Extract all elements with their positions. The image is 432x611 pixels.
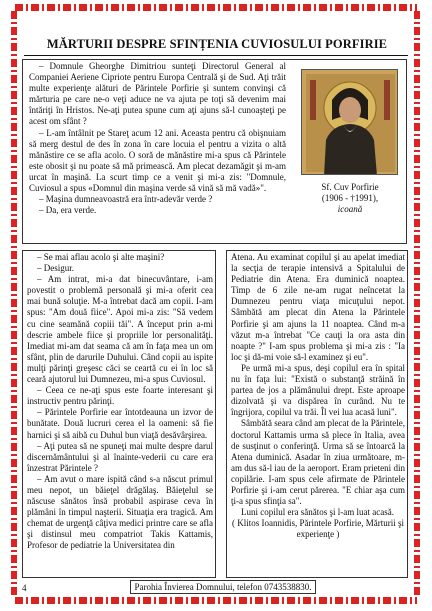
right-column-text: [231, 252, 405, 540]
paragraph: Luni copilul era sănătos şi l-am luat acasă.: [241, 507, 394, 518]
page-number: 4: [22, 583, 27, 593]
saint-icon-image: [301, 69, 398, 175]
paragraph: Atena. Au examinat copilul şi au apelat imediat la secţia de terapie intensivă a Spitalului de Pediatrie din Atena. Era duminică noaptea. Timp de 6 zile ne-am rugat neîncetat la Dumnezeu pentru viaţa micuţului nepot. Sâmbătă am plecat din Atena la Părintele Porfirie şi am ajuns la 11 noaptea. Când m-a văzut m-a întrebat "Ce cauţi la ora asta din noapte ?" I-am spus problema şi mi-a zis : "Ia loc şi dă-mi voie să-l examinez şi eu".: [231, 252, 405, 362]
caption-name: Sf. Cuv Porfirie: [321, 182, 379, 192]
paragraph: – Ceea ce ne-aţi spus este foarte interesant şi instructiv pentru părinţi.: [27, 385, 213, 407]
paragraph: – Am intrat, mi-a dat binecuvântare, i-am povestit o problemă personală şi mi-a oferit cea mai bună soluţie. M-a întrebat dacă am copii. I-am spus: "Am două fiice". Apoi mi-a zis: "Să vedem cu cine seamănă copiii tăi". A început prin a-mi descrie ambele fiice şi propriile lor personalităţi. Imediat mi-am dat seama că am în faţa mea un om sfânt, plin de darurile Duhului. Când copii au ispite mulţi părinţi greşesc căci se ceartă cu ei în loc să ceară ajutorul lui Dumnezeu, mi-a spus Cuviosul.: [27, 274, 213, 385]
paragraph: – Aţi putea să ne spuneţi mai multe despre darul discernământului şi al înainte-vederii cu care era înzestrat Părintele ?: [27, 440, 213, 473]
caption-years: (1906 - †1991),: [321, 193, 379, 203]
paragraph: – Maşina dumneavoastră era într-adevăr verde ?: [39, 194, 213, 205]
paragraph: – Părintele Porfirie ear întotdeauna un izvor de bunătate. Două lucruri cerea el la oameni: să fie harnici şi să aibă cu Duhul bun viaţă desăvârşirea.: [27, 407, 213, 440]
source-citation: ( Klitos Ioannidis, Părintele Porfirie, Mărturii şi experienţe ): [232, 518, 404, 540]
paragraph: – Da, era verde.: [39, 205, 97, 216]
footer-parish-contact: Parohia Învierea Domnului, telefon 0743538830.: [130, 580, 316, 594]
paragraph: Sâmbătă seara când am plecat de la Părintele, doctorul Kattamis urma să plece în Italia, avea de susţinut o conferinţă. Urma să se întoarcă la Atena duminică. Asadar în ziua următoare, m-am dus să-l iau de la aeroport. Eram prieteni din copilărie. I-am spus cele afirmate de Părintele Porfirie şi i-am cerut părerea. "E chiar aşa cum ţi-a spus sfinţia sa".: [231, 418, 405, 507]
image-caption: [295, 182, 405, 215]
decorative-border-bottom: [15, 597, 417, 604]
decorative-border-right: [414, 11, 420, 597]
left-column-text: [27, 252, 213, 552]
paragraph: – Domnule Gheorghe Dimitriou sunteţi Directorul General al Companiei Aeriene Cipriote pentru Europa Centrală şi de Sud. Aţi trăit multe experienţe alături de Părintele Porfirie şi suntem convinşi că mărturia pe care ne-o veţi aduce ne va ajuta pe toţi să devenim mai întăriţi în Hristos. Ne-aţi putea spune cum aţi ajuns să-l cunoaşteţi pe acest om sfânt ?: [29, 61, 286, 127]
decorative-border-left: [11, 11, 17, 597]
paragraph: – L-am întâlnit pe Stareţ acum 12 ani. Aceasta pentru că obişnuiam să merg destul de des în zona în care locuia el pentru a vizita o altă mănăstire ce se afla acolo. O soră de mănăstire mi-a spus că Părintele este obosit şi nu poate să mă primească. Am plecat dezamăgit şi m-am urcat în maşină. La scurt timp ce a venit şi mi-a zis: "Domnule, Cuviosul a spus «Domnul din maşina verde să vină să mă vadă»".: [29, 127, 286, 194]
paragraph: – Se mai aflau acolo şi alte maşini?: [37, 252, 165, 262]
paragraph: – Desigur.: [37, 263, 74, 274]
icon-portrait-illustration: [302, 70, 398, 175]
paragraph: – Am avut o mare ispită când s-a născut primul meu nepot, un băieţel drăgălaş. Băieţelul se născuse sănătos însă probabil aspirase ceva în plămâni în timpul naşterii. Situaţia era tragică. Am chemat de urgenţă câţiva medici printre care se afla şi distinsul meu compatriot Takis Kattamis, Profesor de pediatrie la Universitatea din: [27, 473, 213, 551]
paragraph: Pe urmă mi-a spus, deşi copilul era în spital nu în faţa lui: "Există o substanţă străină în partea de jos a plămânului drept. Este aproape dizolvată şi va dispărea în curând. Nu te îngrijora, copilul va trăi. Îl vei lua acasă luni".: [231, 362, 405, 418]
title-underline: [24, 55, 408, 56]
caption-label: icoană: [337, 204, 363, 214]
page-title: MĂRTURII DESPRE SFINȚENIA CUVIOSULUI PORFIRIE: [46, 37, 388, 51]
decorative-border-top: [15, 4, 417, 11]
interview-intro-text: [29, 61, 286, 216]
